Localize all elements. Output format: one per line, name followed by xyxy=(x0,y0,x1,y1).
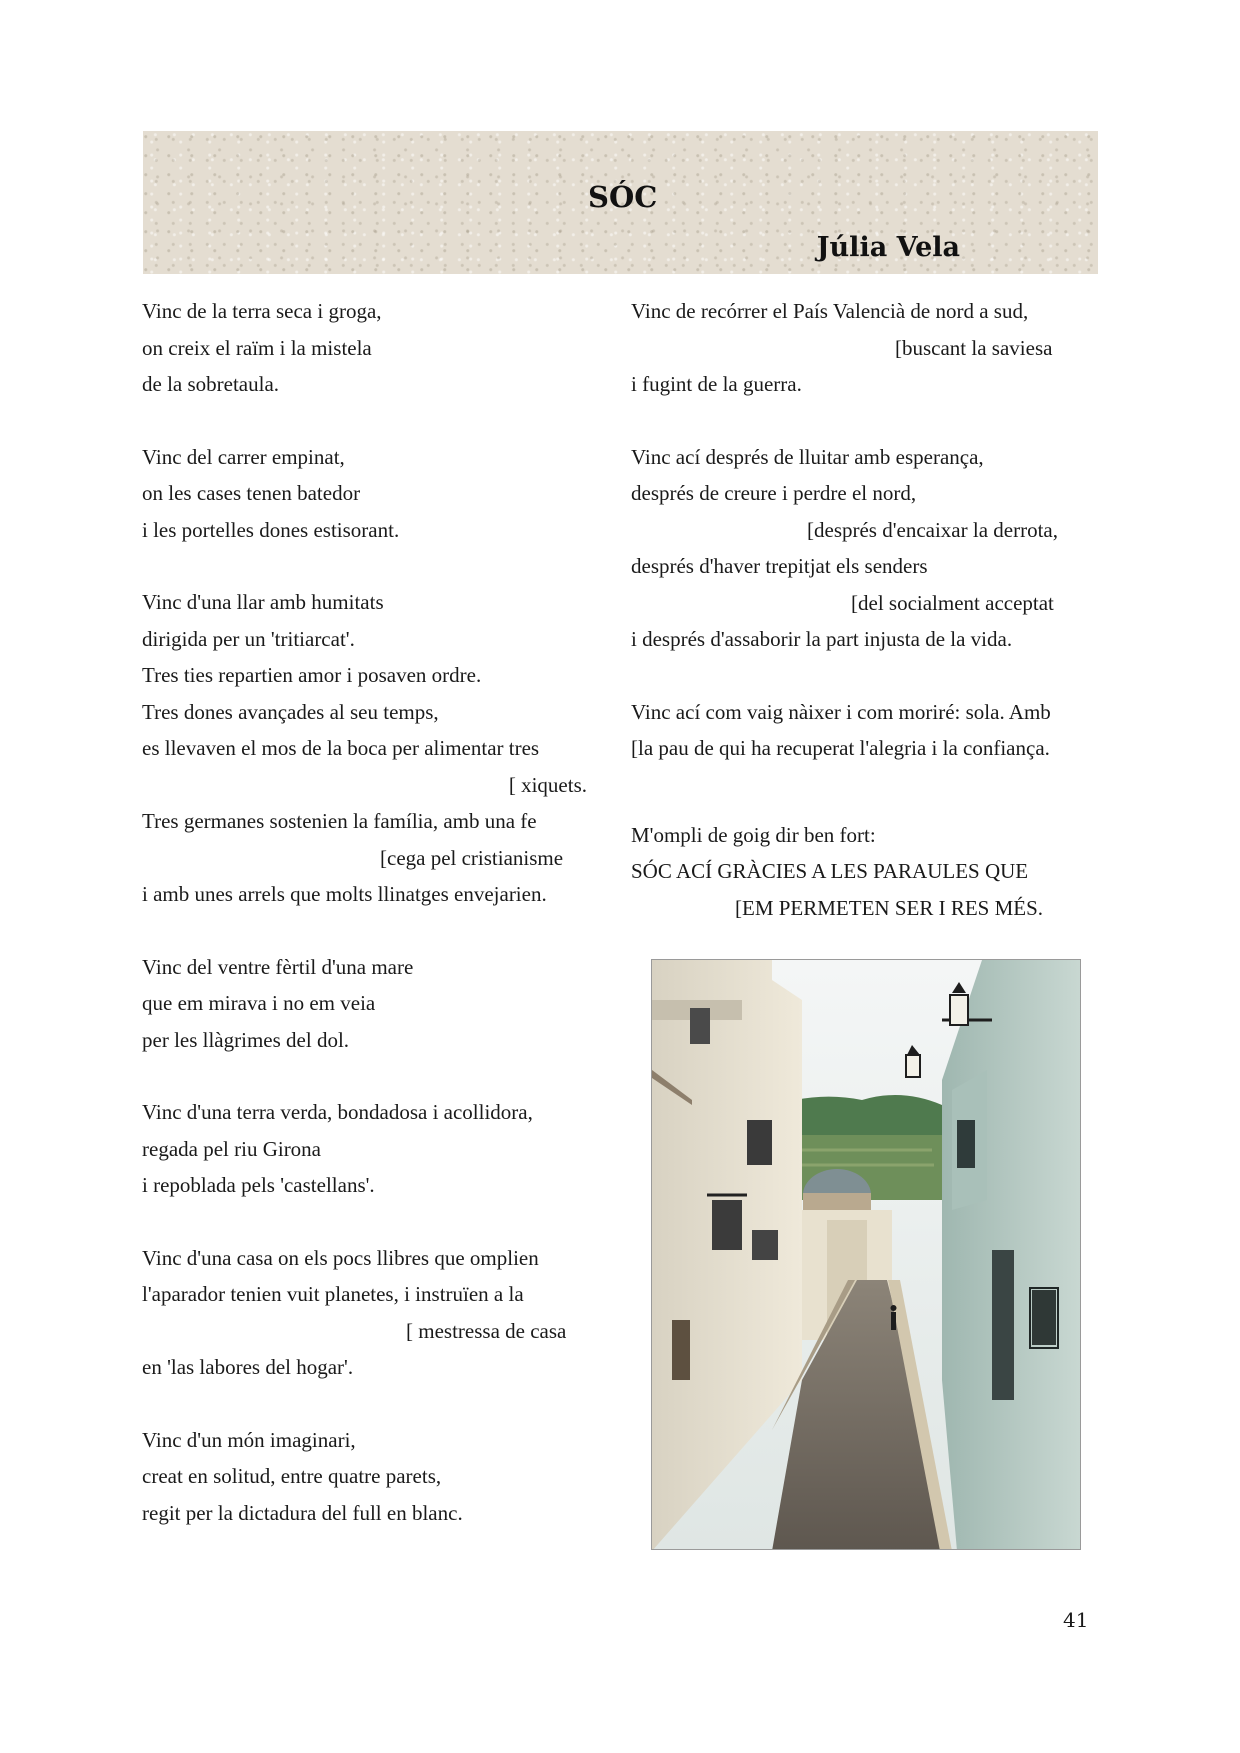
verse-line: i després d'assaborir la part injusta de la vida. xyxy=(631,627,1013,651)
verse-continuation: [buscant la saviesa xyxy=(895,335,1053,360)
verse-line: en 'las labores del hogar'. xyxy=(142,1355,354,1379)
verse-line: Vinc del ventre fèrtil d'una mare xyxy=(142,954,414,979)
verse-line: regada pel riu Girona xyxy=(142,1136,322,1161)
stanza xyxy=(631,694,1091,767)
verse-line: Vinc del carrer empinat, xyxy=(142,444,345,469)
verse-line: i fugint de la guerra. xyxy=(631,372,802,396)
verse-line: SÓC ACÍ GRÀCIES A LES PARAULES QUE xyxy=(631,859,1029,883)
verse-line: Vinc de recórrer el País Valencià de nord a sud, xyxy=(631,299,1029,323)
verse-line: Tres ties repartien amor i posaven ordre. xyxy=(142,663,482,687)
verse-continuation: [cega pel cristianisme xyxy=(380,845,564,870)
stanza xyxy=(631,439,1091,658)
stanza xyxy=(142,1240,587,1386)
verse-line: [la pau de qui ha recuperat l'alegria i la confiança. xyxy=(631,736,1050,760)
page-number: 41 xyxy=(1063,1608,1089,1632)
stanza xyxy=(631,293,1091,403)
verse-line: on les cases tenen batedor xyxy=(142,481,361,505)
stanza xyxy=(631,817,1091,927)
verse-line: dirigida per un 'tritiarcat'. xyxy=(142,626,355,651)
verse-line: M'ompli de goig dir ben fort: xyxy=(631,822,876,847)
verse-line: i amb unes arrels que molts llinatges envejarien. xyxy=(142,882,547,906)
verse-line: es llevaven el mos de la boca per alimentar tres xyxy=(142,736,540,760)
verse-line: per les llàgrimes del dol. xyxy=(142,1027,350,1052)
stanza xyxy=(142,439,587,549)
verse-line: de la sobretaula. xyxy=(142,372,280,396)
verse-line: que em mirava i no em veia xyxy=(142,991,376,1015)
stanza xyxy=(142,949,587,1059)
verse-line: l'aparador tenien vuit planetes, i instruïen a la xyxy=(142,1282,524,1306)
verse-continuation: [EM PERMETEN SER I RES MÉS. xyxy=(735,895,1044,920)
verse-line: creat en solitud, entre quatre parets, xyxy=(142,1464,442,1488)
verse-line: i les portelles dones estisorant. xyxy=(142,517,400,542)
verse-line: Vinc d'una casa on els pocs llibres que omplien xyxy=(142,1245,539,1270)
verse-line: on creix el raïm i la mistela xyxy=(142,335,372,360)
verse-line: després de creure i perdre el nord, xyxy=(631,481,917,505)
verse-continuation: [ mestressa de casa xyxy=(406,1318,567,1343)
verse-line: Tres dones avançades al seu temps, xyxy=(142,699,439,724)
verse-line: Vinc ací després de lluitar amb esperança, xyxy=(631,444,984,469)
verse-line: Vinc d'una terra verda, bondadosa i acollidora, xyxy=(142,1100,533,1124)
right-column xyxy=(631,293,1091,962)
stanza xyxy=(142,1422,587,1532)
poem-author: Júlia Vela xyxy=(816,232,960,263)
stanza xyxy=(142,1094,587,1204)
verse-line: i repoblada pels 'castellans'. xyxy=(142,1173,375,1197)
street-photo xyxy=(651,959,1081,1550)
verse-line: Tres germanes sostenien la família, amb una fe xyxy=(142,809,537,833)
verse-line: Vinc d'una llar amb humitats xyxy=(142,590,384,614)
poem-title: SÓC xyxy=(588,180,658,214)
verse-continuation: [després d'encaixar la derrota, xyxy=(807,517,1058,542)
verse-line: després d'haver trepitjat els senders xyxy=(631,554,928,578)
verse-continuation: [ xiquets. xyxy=(508,772,587,797)
verse-line: Vinc de la terra seca i groga, xyxy=(142,299,382,323)
verse-continuation: [del socialment acceptat xyxy=(851,590,1054,615)
stanza xyxy=(142,293,587,403)
stanza xyxy=(142,584,587,913)
left-column xyxy=(142,293,587,1567)
verse-line: regit per la dictadura del full en blanc. xyxy=(142,1500,463,1525)
verse-line: Vinc ací com vaig nàixer i com moriré: sola. Amb xyxy=(631,699,1051,724)
verse-line: Vinc d'un món imaginari, xyxy=(142,1427,356,1452)
